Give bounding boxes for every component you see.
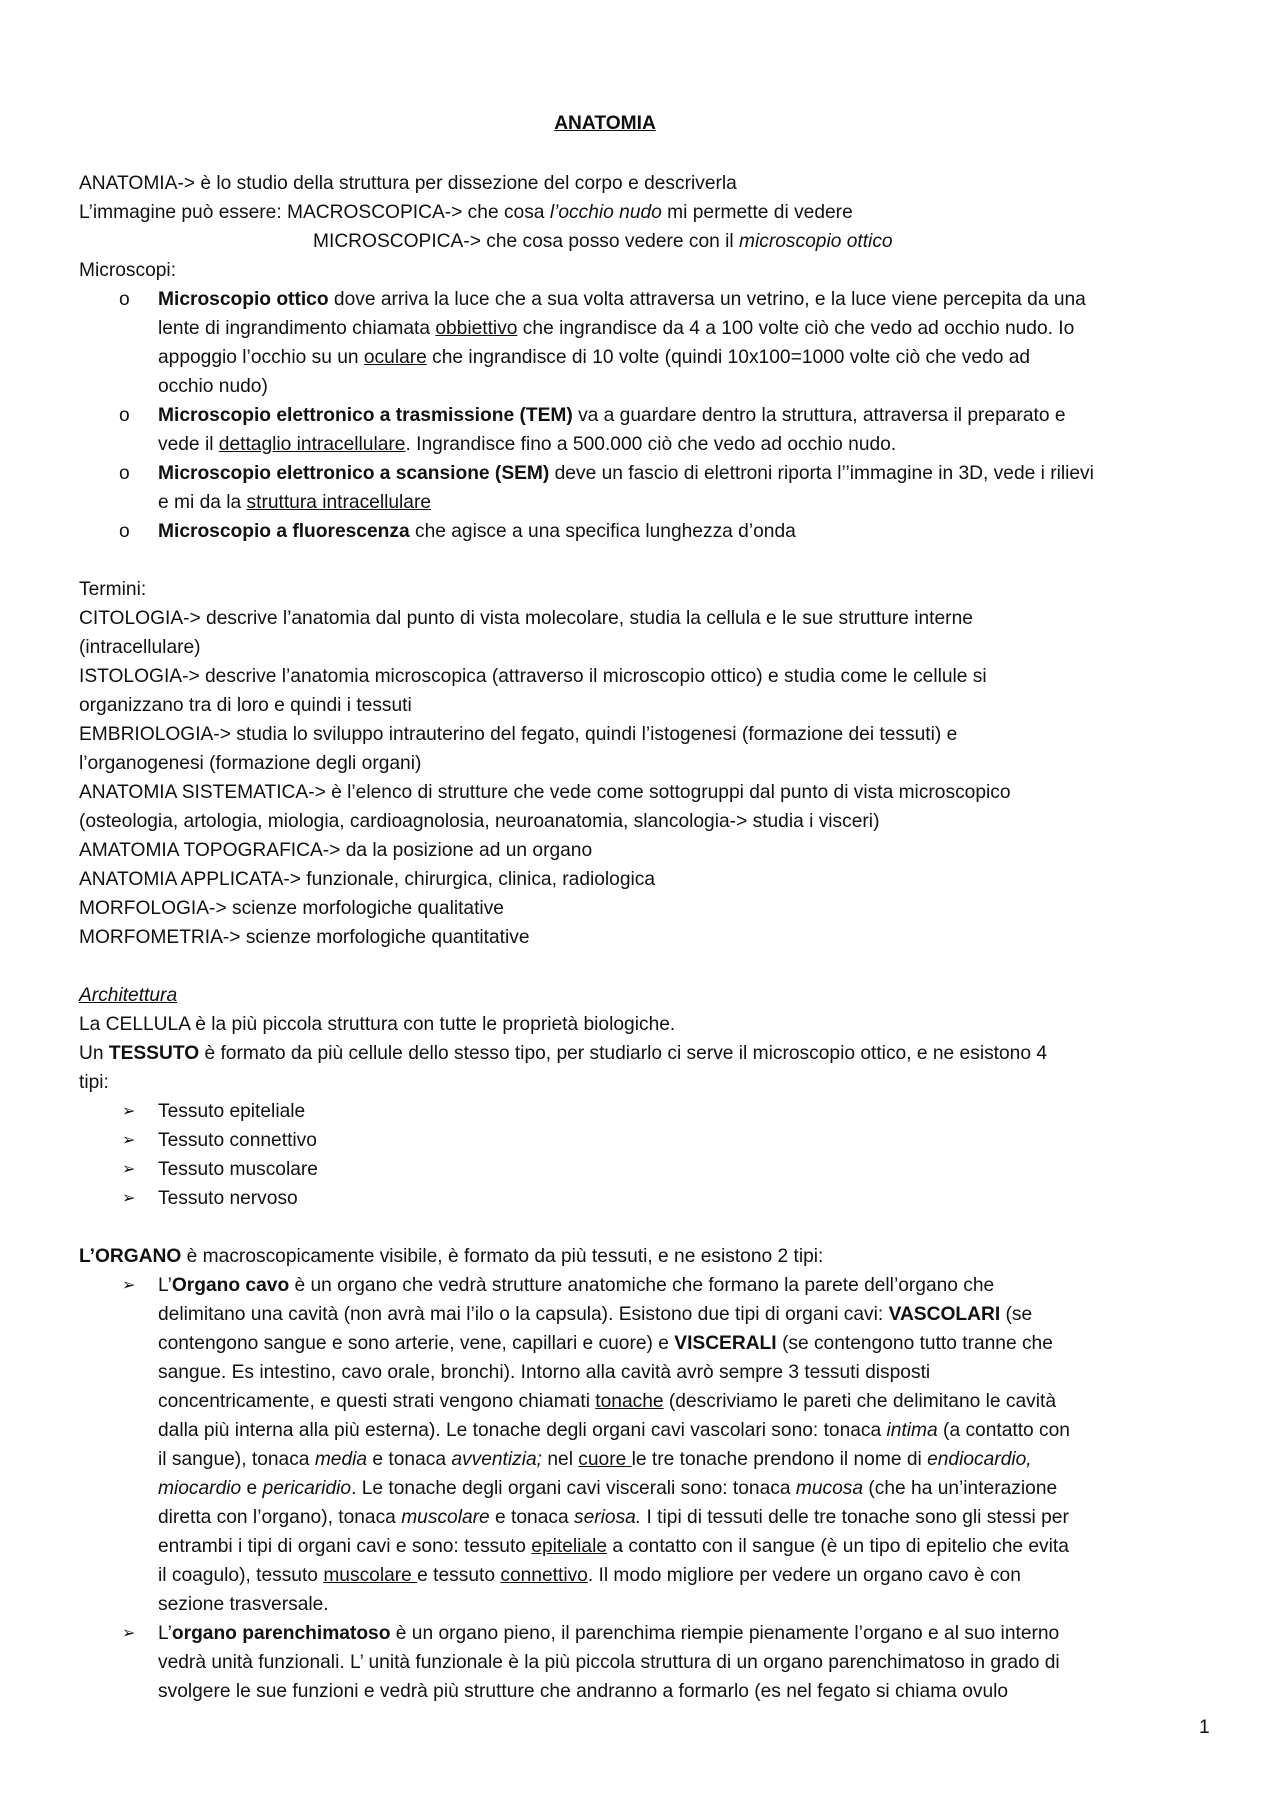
- list-item-organo-cavo: [79, 1271, 1219, 1619]
- bold-text: VISCERALI: [674, 1333, 777, 1354]
- underlined-text: cuore: [578, 1449, 632, 1470]
- underlined-text: oculare: [363, 347, 427, 368]
- bullet-marker: o: [119, 289, 130, 310]
- text: nel: [542, 1449, 579, 1470]
- document-body: [79, 169, 1219, 1706]
- intro-line: [79, 198, 1219, 227]
- arrow-bullet-icon: ➢: [122, 1161, 136, 1178]
- text: contengono sangue e sono arterie, vene, capillari e cuore) e: [158, 1333, 675, 1354]
- bold-text: Microscopio ottico: [158, 289, 329, 310]
- text: è macroscopicamente visibile, è formato da più tessuti, e ne esistono 2 tipi:: [181, 1246, 824, 1267]
- italic-text: miocardio: [158, 1478, 242, 1499]
- bold-text: Microscopio a fluorescenza: [158, 521, 410, 542]
- terms-line: organizzano tra di loro e quindi i tessuti: [79, 695, 412, 716]
- text: va a guardare dentro la struttura, attraversa il preparato e: [572, 405, 1066, 426]
- terms-line: ANATOMIA APPLICATA-> funzionale, chirurgica, clinica, radiologica: [79, 869, 656, 890]
- list-item-tissue: [79, 1097, 1219, 1126]
- terms-line: (intracellulare): [79, 637, 201, 658]
- bold-text: VASCOLARI: [888, 1304, 1001, 1325]
- text: occhio nudo): [158, 376, 268, 397]
- text: che ingrandisce di 10 volte (quindi 10x100=1000 volte ciò che vedo ad: [426, 347, 1031, 368]
- bold-text: Microscopio elettronico a scansione (SEM): [158, 463, 550, 484]
- text: ANATOMIA-> è lo studio della struttura per dissezione del corpo e descriverla: [79, 173, 737, 194]
- list-item-microscopio-ottico: [79, 285, 1219, 401]
- text: Tessuto nervoso: [158, 1188, 298, 1209]
- arrow-bullet-icon: ➢: [122, 1132, 136, 1149]
- architecture-line: tipi:: [79, 1072, 109, 1093]
- text: diretta con l’organo), tonaca: [158, 1507, 402, 1528]
- spacer: [79, 546, 1219, 575]
- text: che agisce a una specifica lunghezza d’onda: [409, 521, 796, 542]
- terms-heading: Termini:: [79, 579, 147, 600]
- arrow-bullet-icon: ➢: [122, 1103, 136, 1120]
- underlined-text: obbiettivo: [435, 318, 518, 339]
- bullet-marker: o: [119, 463, 130, 484]
- text: Un: [79, 1043, 109, 1064]
- underlined-text: connettivo: [500, 1565, 588, 1586]
- architecture-line: [79, 1039, 1219, 1068]
- italic-text: avventizia;: [451, 1449, 543, 1470]
- italic-text: microscopio ottico: [739, 231, 893, 252]
- architecture-line: La CELLULA è la più piccola struttura con tutte le proprietà biologiche.: [79, 1014, 676, 1035]
- italic-text: endiocardio,: [927, 1449, 1032, 1470]
- text: (se contengono tutto tranne che: [776, 1333, 1053, 1354]
- terms-line: ANATOMIA SISTEMATICA-> è l’elenco di strutture che vede come sottogruppi dal punto di vista microscopico: [79, 782, 1011, 803]
- bold-text: L’ORGANO: [79, 1246, 182, 1267]
- intro-line: [79, 227, 1219, 256]
- page-title: ANATOMIA: [554, 113, 656, 134]
- italic-text: pericaridio: [262, 1478, 352, 1499]
- text: e tonaca: [367, 1449, 452, 1470]
- italic-text: seriosa.: [574, 1507, 642, 1528]
- bold-text: Organo cavo: [171, 1275, 290, 1296]
- underlined-text: muscolare: [323, 1565, 418, 1586]
- microscopes-heading: [79, 256, 1219, 285]
- text: dalla più interna alla più esterna). Le tonache degli organi cavi vascolari sono: tonaca: [158, 1420, 887, 1441]
- italic-text: intima: [886, 1420, 938, 1441]
- text: e tessuto: [417, 1565, 501, 1586]
- text: (che ha un’interazione: [863, 1478, 1058, 1499]
- text: e: [241, 1478, 263, 1499]
- text: è un organo che vedrà strutture anatomiche che formano la parete dell’organo che: [289, 1275, 995, 1296]
- text: (a contatto con: [937, 1420, 1070, 1441]
- text: lente di ingrandimento chiamata: [158, 318, 436, 339]
- terms-line: (osteologia, artologia, miologia, cardioagnolosia, neuroanatomia, slancologia-> studia i visceri): [79, 811, 880, 832]
- text: che ingrandisce da 4 a 100 volte ciò che vedo ad occhio nudo. Io: [517, 318, 1075, 339]
- terms-line: MORFOMETRIA-> scienze morfologiche quantitative: [79, 927, 530, 948]
- text: Tessuto connettivo: [158, 1130, 317, 1151]
- text: entrambi i tipi di organi cavi e sono: tessuto: [158, 1536, 532, 1557]
- terms-line: AMATOMIA TOPOGRAFICA-> da la posizione ad un organo: [79, 840, 593, 861]
- italic-text: l’occhio nudo: [549, 202, 662, 223]
- terms-line: CITOLOGIA-> descrive l’anatomia dal punto di vista molecolare, studia la cellula e le sue strutture interne: [79, 608, 973, 629]
- underlined-text: struttura intracellulare: [246, 492, 432, 513]
- text: sangue. Es intestino, cavo orale, bronchi). Intorno alla cavità avrò sempre 3 tessuti disposti: [158, 1362, 931, 1383]
- text: deve un fascio di elettroni riporta l’’immagine in 3D, vede i rilievi: [549, 463, 1094, 484]
- list-item-tem: [79, 401, 1219, 459]
- underlined-text: epiteliale: [531, 1536, 608, 1557]
- text: . Ingrandisce fino a 500.000 ciò che vedo ad occhio nudo.: [405, 434, 897, 455]
- organ-intro: [79, 1242, 1219, 1271]
- list-item-tissue: [79, 1184, 1219, 1213]
- spacer: [79, 952, 1219, 981]
- page-number: 1: [1199, 1717, 1210, 1738]
- text: è formato da più cellule dello stesso tipo, per studiarlo ci serve il microscopio ottico, e ne esistono 4: [199, 1043, 1048, 1064]
- italic-text: media: [314, 1449, 368, 1470]
- text: (descriviamo le pareti che delimitano le cavità: [663, 1391, 1057, 1412]
- text: delimitano una cavità (non avrà mai l’ilo o la capsula). Esistono due tipi di organi cavi:: [158, 1304, 889, 1325]
- text: L’immagine può essere: MACROSCOPICA-> che cosa: [79, 202, 550, 223]
- text: svolgere le sue funzioni e vedrà più strutture che andranno a formarlo (es nel fegato si chiama ovulo: [158, 1681, 1009, 1702]
- arrow-bullet-icon: ➢: [122, 1277, 136, 1294]
- text: Microscopi:: [79, 260, 177, 281]
- text: a contatto con il sangue (è un tipo di epitelio che evita: [607, 1536, 1069, 1557]
- terms-line: ISTOLOGIA-> descrive l’anatomia microscopica (attraverso il microscopio ottico) e studia come le cellule si: [79, 666, 987, 687]
- list-item-organo-parenchimatoso: [79, 1619, 1219, 1706]
- bold-text: Microscopio elettronico a trasmissione (TEM): [158, 405, 573, 426]
- intro-line: [79, 169, 1219, 198]
- text: L’: [158, 1275, 172, 1296]
- arrow-bullet-icon: ➢: [122, 1625, 136, 1642]
- text: e mi da la: [158, 492, 247, 513]
- italic-text: mucosa: [795, 1478, 864, 1499]
- text: L’: [158, 1623, 172, 1644]
- italic-text: muscolare: [401, 1507, 490, 1528]
- text: concentricamente, e questi strati vengono chiamati: [158, 1391, 596, 1412]
- text: e tonaca: [489, 1507, 574, 1528]
- underlined-text: dettaglio intracellulare: [218, 434, 406, 455]
- text: vede il: [158, 434, 219, 455]
- text: le tre tonache prendono il nome di: [631, 1449, 928, 1470]
- text: appoggio l’occhio su un: [158, 347, 364, 368]
- terms-line: l’organogenesi (formazione degli organi): [79, 753, 422, 774]
- text: è un organo pieno, il parenchima riempie pienamente l’organo e al suo interno: [390, 1623, 1060, 1644]
- text: . Le tonache degli organi cavi viscerali sono: tonaca: [351, 1478, 796, 1499]
- text: . Il modo migliore per vedere un organo cavo è con: [587, 1565, 1021, 1586]
- spacer: [79, 1213, 1219, 1242]
- list-item-sem: [79, 459, 1219, 517]
- bullet-marker: o: [119, 521, 130, 542]
- bold-text: organo parenchimatoso: [171, 1623, 391, 1644]
- text: vedrà unità funzionali. L’ unità funzionale è la più piccola struttura di un organo parenchimatoso in grado di: [158, 1652, 1060, 1673]
- architecture-heading: [79, 981, 1219, 1010]
- text: MICROSCOPICA-> che cosa posso vedere con il: [313, 231, 740, 252]
- terms-line: EMBRIOLOGIA-> studia lo sviluppo intrauterino del fegato, quindi l’istogenesi (formazione dei tessuti) e: [79, 724, 958, 745]
- bold-text: TESSUTO: [108, 1043, 200, 1064]
- bullet-marker: o: [119, 405, 130, 426]
- text: dove arriva la luce che a sua volta attraversa un vetrino, e la luce viene percepita da una: [328, 289, 1086, 310]
- text: il sangue), tonaca: [158, 1449, 315, 1470]
- italic-underlined-text: Architettura: [79, 985, 178, 1006]
- list-item-tissue: [79, 1155, 1219, 1184]
- text: (se: [1000, 1304, 1033, 1325]
- terms-line: MORFOLOGIA-> scienze morfologiche qualitative: [79, 898, 504, 919]
- list-item-tissue: [79, 1126, 1219, 1155]
- text: sezione trasversale.: [158, 1594, 329, 1615]
- underlined-text: tonache: [595, 1391, 664, 1412]
- text: I tipi di tessuti delle tre tonache sono gli stessi per: [641, 1507, 1069, 1528]
- text: Tessuto muscolare: [158, 1159, 318, 1180]
- arrow-bullet-icon: ➢: [122, 1190, 136, 1207]
- text: mi permette di vedere: [661, 202, 853, 223]
- list-item-fluorescenza: [79, 517, 1219, 546]
- text: Tessuto epiteliale: [158, 1101, 306, 1122]
- text: il coagulo), tessuto: [158, 1565, 324, 1586]
